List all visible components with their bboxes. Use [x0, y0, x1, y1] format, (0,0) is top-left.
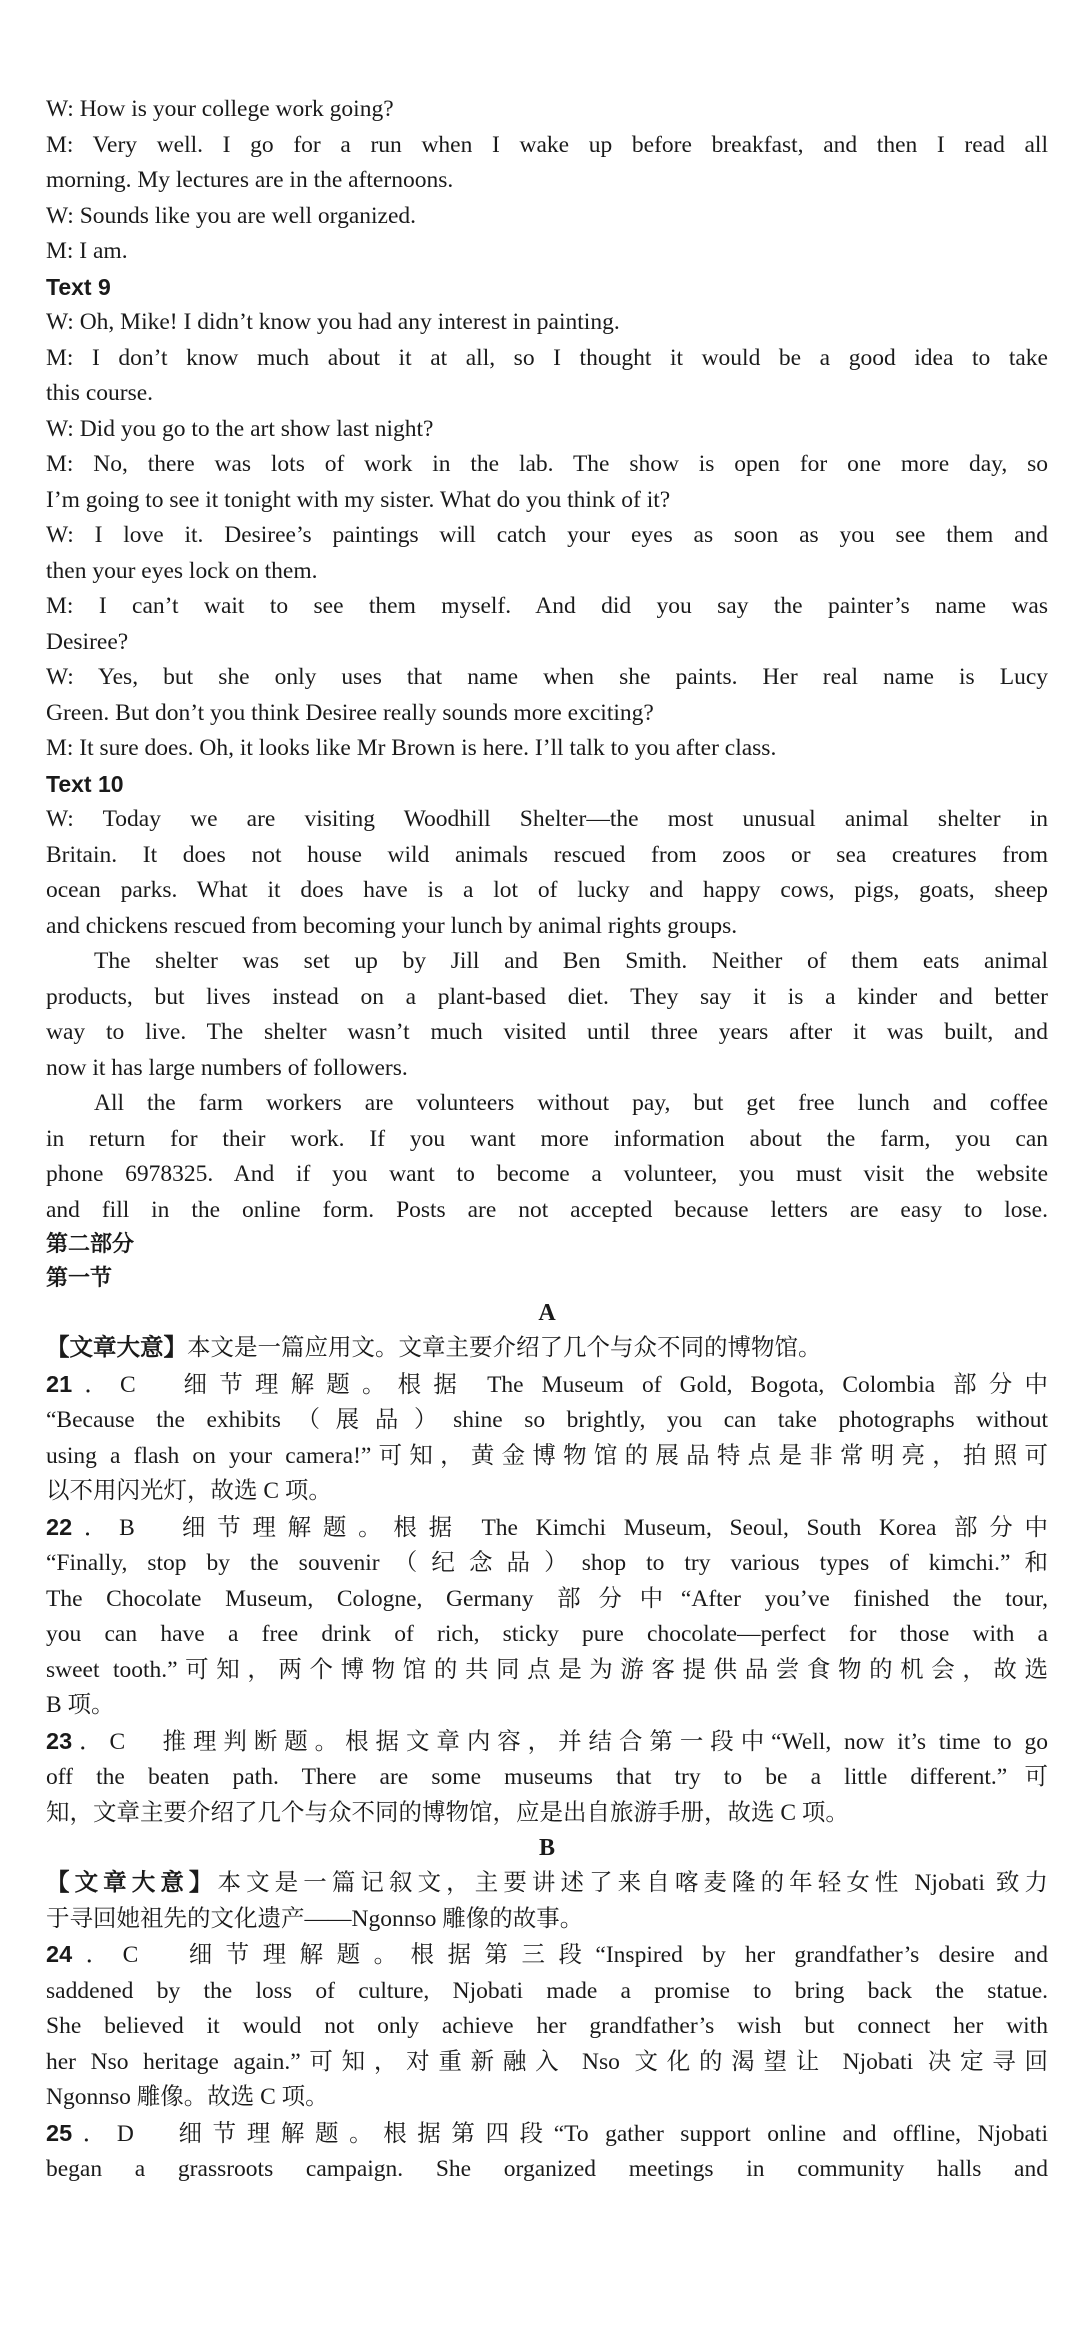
answer-line — [46, 1367, 1048, 1404]
dialogue-line: this course. — [46, 380, 154, 406]
question-number: 25 — [46, 2119, 73, 2146]
answer-line — [46, 1510, 1048, 1547]
answer-line: “Finally, stop by the souvenir（纪念品）shop to try various types of kimchi.”和 — [46, 1550, 1048, 1576]
dialogue-line: W: Yes, but she only uses that name when she paints. Her real name is Lucy — [46, 664, 1048, 690]
question-number: 23 — [46, 1727, 73, 1754]
monologue-line: now it has large numbers of followers. — [46, 1054, 408, 1081]
passage-b-summary-cont: 于寻回她祖先的文化遗产——Ngonnso 雕像的故事。 — [46, 1905, 584, 1932]
dialogue-line: W: Sounds like you are well organized. — [46, 202, 417, 229]
monologue-line: Britain. It does not house wild animals rescued from zoos or sea creatures from — [46, 841, 1048, 868]
answer-line: “Because the exhibits（展品）shine so brightly, you can take photographs without — [46, 1407, 1048, 1433]
text8-dialogue — [46, 92, 1048, 270]
answer-24 — [46, 1937, 1048, 2116]
summary-tag: 【文章大意】 — [46, 1870, 218, 1896]
dialogue-line: W: I love it. Desiree’s paintings will catch your eyes as soon as you see them and — [46, 522, 1048, 548]
summary-tag: 【文章大意】 — [46, 1335, 187, 1361]
question-number: 21 — [46, 1370, 73, 1397]
answer-line: 以不用闪光灯，故选 C 项。 — [46, 1478, 332, 1504]
monologue-line: in return for their work. If you want more information about the farm, you can — [46, 1125, 1048, 1152]
answer-line: using a flash on your camera!”可知，黄金博物馆的展品特点是非常明亮，拍照可 — [46, 1442, 1048, 1469]
passage-a-letter: A — [538, 1300, 556, 1326]
dialogue-line: W: Did you go to the art show last night? — [46, 415, 434, 442]
dialogue-line: M: I can’t wait to see them myself. And did you say the painter’s name was — [46, 593, 1048, 619]
answer-line: She believed it would not only achieve her grandfather’s wish but connect her with — [46, 2013, 1048, 2039]
part2-heading: 第二部分 — [46, 1232, 135, 1257]
answer-line: B 项。 — [46, 1692, 115, 1718]
summary-text: 本文是一篇应用文。文章主要介绍了几个与众不同的博物馆。 — [187, 1335, 822, 1361]
dialogue-line: M: It sure does. Oh, it looks like Mr Brown is here. I’ll talk to you after class. — [46, 735, 777, 761]
dialogue-line: then your eyes lock on them. — [46, 557, 318, 584]
answer-text: ．D 细节理解题。根据第四段“To gather support online and offline, Njobati — [72, 2120, 1048, 2147]
answer-21 — [46, 1367, 1048, 1510]
monologue-line: and fill in the online form. Posts are not accepted because letters are easy to lose. — [46, 1196, 1048, 1223]
answer-line: The Chocolate Museum, Cologne, Germany 部分中“After you’ve finished the tour, — [46, 1585, 1048, 1612]
text10-heading: Text 10 — [46, 770, 124, 797]
dialogue-line: W: How is your college work going? — [46, 96, 394, 122]
answer-text: ．C 细节理解题。根据第三段“Inspired by her grandfather’s desire and — [72, 1942, 1048, 1968]
question-number: 22 — [46, 1513, 73, 1540]
answer-line: Ngonnso 雕像。故选 C 项。 — [46, 2084, 329, 2110]
section1-heading: 第一节 — [46, 1266, 113, 1291]
dialogue-line: Desiree? — [46, 628, 129, 655]
answer-25 — [46, 2116, 1048, 2188]
text10-monologue — [46, 802, 1048, 1228]
answer-23 — [46, 1724, 1048, 1832]
dialogue-line: morning. My lectures are in the afternoons. — [46, 167, 454, 193]
answer-text: ．C 细节理解题。根据 The Museum of Gold, Bogota, Colombia 部分中 — [72, 1371, 1048, 1398]
answer-line: 知，文章主要介绍了几个与众不同的博物馆，应是出自旅游手册，故选 C 项。 — [46, 1799, 849, 1826]
answer-line — [46, 1937, 1048, 1974]
monologue-line: and chickens rescued from becoming your lunch by animal rights groups. — [46, 912, 738, 939]
answer-line: saddened by the loss of culture, Njobati made a promise to bring back the statue. — [46, 1977, 1048, 2004]
answer-line — [46, 1724, 1048, 1761]
answer-line: began a grassroots campaign. She organized meetings in community halls and — [46, 2156, 1048, 2182]
monologue-line: ocean parks. What it does have is a lot of lucky and happy cows, pigs, goats, sheep — [46, 877, 1048, 903]
dialogue-line: I’m going to see it tonight with my sister. What do you think of it? — [46, 486, 671, 513]
answer-line: sweet tooth.”可知，两个博物馆的共同点是为游客提供品尝食物的机会，故选 — [46, 1656, 1048, 1683]
passage-b-letter: B — [538, 1835, 555, 1861]
dialogue-line: M: I don’t know much about it at all, so I thought it would be a good idea to take — [46, 344, 1048, 371]
monologue-line: way to live. The shelter wasn’t much visited until three years after it was built, and — [46, 1019, 1048, 1045]
monologue-line: The shelter was set up by Jill and Ben Smith. Neither of them eats animal — [94, 948, 1048, 974]
answer-22 — [46, 1510, 1048, 1724]
answer-line: you can have a free drink of rich, sticky pure chocolate—perfect for those with a — [46, 1621, 1048, 1647]
answer-text: ．B 细节理解题。根据 The Kimchi Museum, Seoul, South Korea 部分中 — [72, 1514, 1048, 1541]
answer-line — [46, 2116, 1048, 2153]
answer-text: ．C 推理判断题。根据文章内容，并结合第一段中“Well, now it’s time to go — [72, 1728, 1048, 1755]
monologue-line: All the farm workers are volunteers without pay, but get free lunch and coffee — [94, 1090, 1048, 1116]
text9-dialogue — [46, 305, 1048, 767]
text9-heading: Text 9 — [46, 273, 111, 300]
question-number: 24 — [46, 1941, 73, 1967]
answer-line: off the beaten path. There are some museums that try to be a little different.”可 — [46, 1764, 1048, 1790]
dialogue-line: M: Very well. I go for a run when I wake up before breakfast, and then I read all — [46, 131, 1048, 158]
passage-b-summary — [46, 1866, 1048, 1902]
answer-line: her Nso heritage again.”可知，对重新融入 Nso 文化的渴望让 Njobati 决定寻回 — [46, 2048, 1048, 2075]
passage-a-summary — [46, 1331, 1048, 1367]
monologue-line: W: Today we are visiting Woodhill Shelter—the most unusual animal shelter in — [46, 806, 1048, 832]
dialogue-line: Green. But don’t you think Desiree really sounds more exciting? — [46, 699, 654, 726]
dialogue-line: M: I am. — [46, 238, 128, 264]
dialogue-line: W: Oh, Mike! I didn’t know you had any interest in painting. — [46, 309, 620, 335]
summary-text: 本文是一篇记叙文，主要讲述了来自喀麦隆的年轻女性 Njobati 致力 — [217, 1870, 1048, 1896]
monologue-line: products, but lives instead on a plant-based diet. They say it is a kinder and better — [46, 983, 1048, 1010]
dialogue-line: M: No, there was lots of work in the lab. The show is open for one more day, so — [46, 451, 1048, 477]
monologue-line: phone 6978325. And if you want to become a volunteer, you must visit the website — [46, 1161, 1048, 1187]
